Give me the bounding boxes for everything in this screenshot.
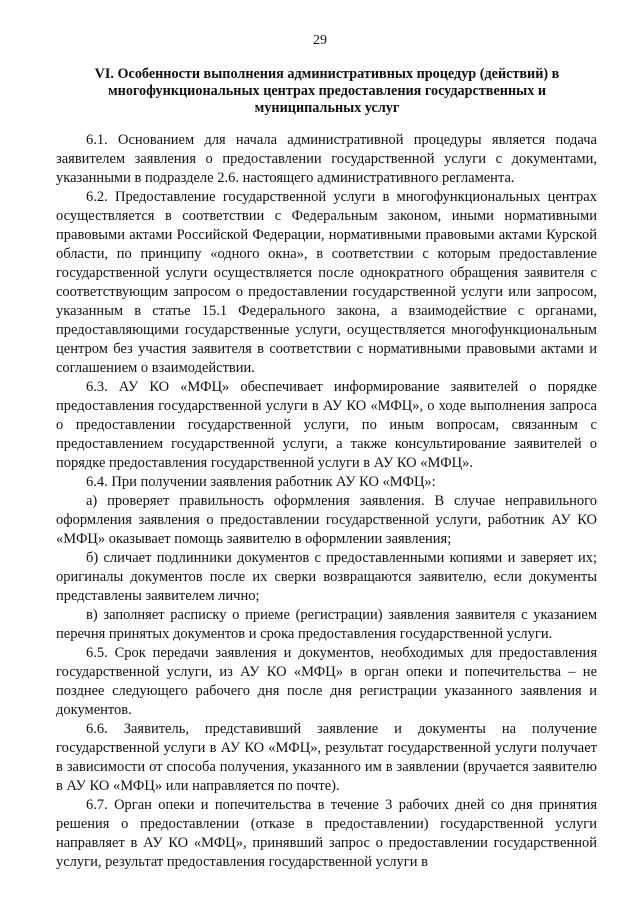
- paragraph-6-3: 6.3. АУ КО «МФЦ» обеспечивает информирование заявителей о порядке предоставления государственной услуги в АУ КО «МФЦ», о ходе выполнения запроса о предоставлении государственной услуги, по иным вопросам, связанным с предоставлением государственной услуги, а также консультирование заявителей о порядке предоставления государственной услуги в АУ КО «МФЦ».: [56, 379, 597, 471]
- page-number: 29: [313, 33, 327, 48]
- paragraph-6-6: 6.6. Заявитель, представивший заявление и документы на получение государственной услуги в АУ КО «МФЦ», результат государственной услуги получает в зависимости от способа получения, указанного им в заявлении (вручается заявителю в АУ КО «МФЦ» или направляется по почте).: [56, 721, 597, 794]
- paragraph-6-1: 6.1. Основанием для начала административной процедуры является подача заявителем заявления о предоставлении государственной услуги с документами, указанными в подразделе 2.6. настоящего административного регламента.: [56, 132, 597, 186]
- paragraph-6-4: 6.4. При получении заявления работник АУ КО «МФЦ»:: [86, 474, 436, 490]
- paragraph-6-4-a: а) проверяет правильность оформления заявления. В случае неправильного оформления заявления о предоставлении государственной услуги, работник АУ КО «МФЦ» оказывает помощь заявителю в оформлении заявления;: [56, 493, 597, 547]
- paragraph-6-5: 6.5. Срок передачи заявления и документов, необходимых для предоставления государственной услуги, из АУ КО «МФЦ» в орган опеки и попечительства – не позднее следующего рабочего дня после дня регистрации указанного заявления и документов.: [56, 645, 597, 718]
- paragraph-6-4-b: б) сличает подлинники документов с предоставленными копиями и заверяет их; оригиналы документов после их сверки возвращаются заявителю, если документы представлены заявителем лично;: [56, 550, 597, 604]
- paragraph-6-7: 6.7. Орган опеки и попечительства в течение 3 рабочих дней со дня принятия решения о предоставлении (отказе в предоставлении) государственной услуги направляет в АУ КО «МФЦ», принявший запрос о предоставлении государственной услуги, результат предоставления государственной услуги в: [56, 797, 597, 870]
- paragraph-6-4-v: в) заполняет расписку о приеме (регистрации) заявления заявителя с указанием перечня принятых документов и срока предоставления государственной услуги.: [56, 607, 597, 642]
- paragraph-6-2: 6.2. Предоставление государственной услуги в многофункциональных центрах осуществляется в соответствии с Федеральным законом, иными нормативными правовыми актами Российской Федерации, нормативными правовыми актами Курской области, по принципу «одного окна», в соответствии с которым предоставление государственной услуги осуществляется после однократного обращения заявителя с соответствующим запросом о предоставлении государственной услуги или запросом, указанным в статье 15.1 Федерального закона, а взаимодействие с органами, предоставляющими государственные услуги, осуществляется многофункциональным центром без участия заявителя в соответствии с нормативными правовыми актами и соглашением о взаимодействии.: [56, 189, 597, 376]
- document-body: [56, 131, 597, 872]
- section-title: VI. Особенности выполнения административных процедур (действий) в многофункциональных центрах предоставления государственных и муниципальных услуг: [94, 66, 560, 116]
